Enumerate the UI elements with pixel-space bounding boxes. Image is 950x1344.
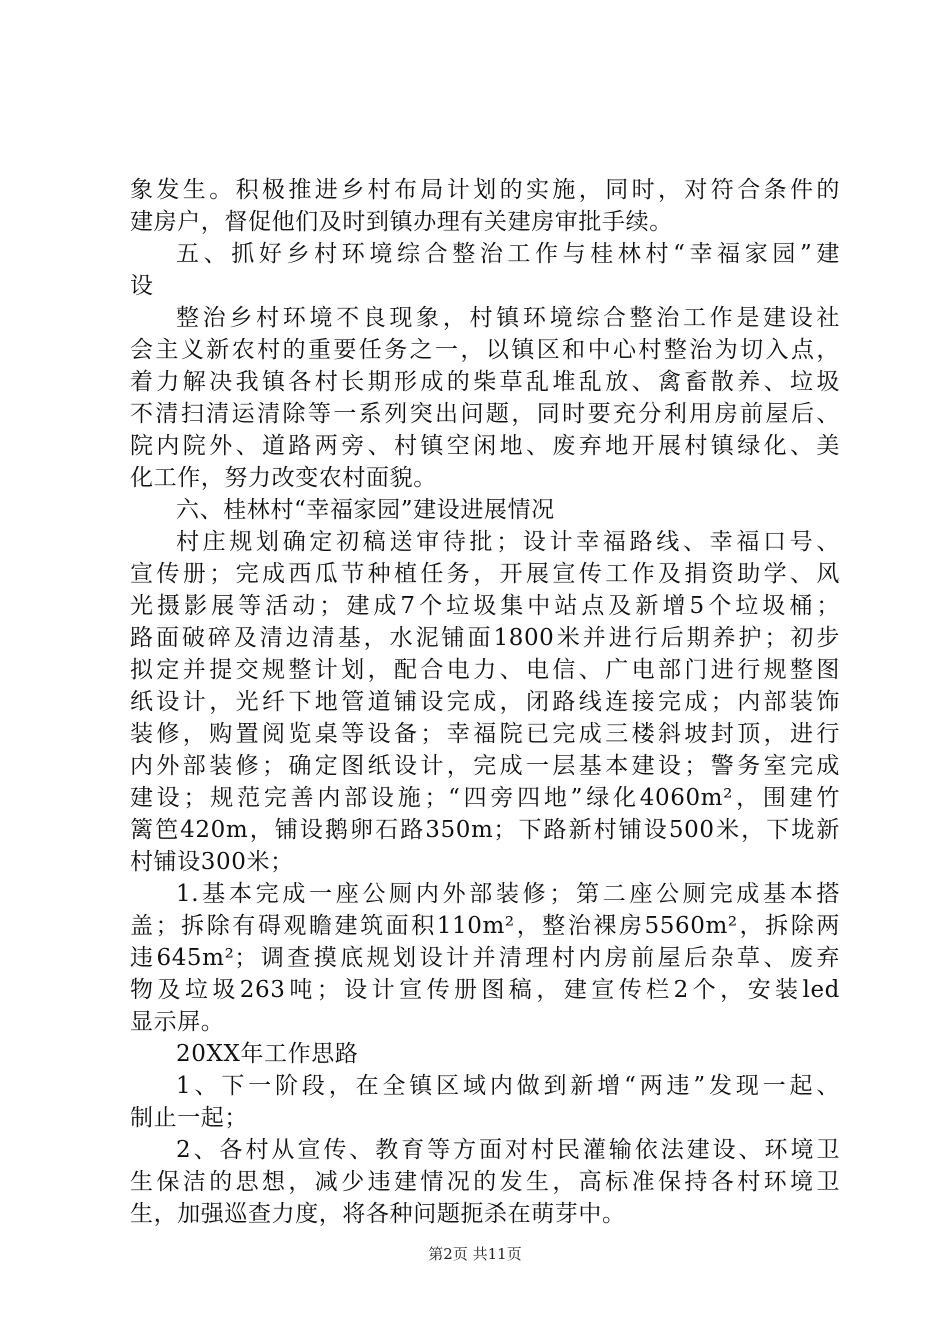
text-line: 村铺设300米； xyxy=(130,849,294,875)
text-line: 生，加强巡查力度，将各种问题扼杀在萌芽中。 xyxy=(130,1201,626,1227)
section-heading-work-plan: 20XX年工作思路 xyxy=(176,1041,359,1067)
text-line: 物及垃圾263吨；设计宣传册图稿，建宣传栏2个，安装led xyxy=(130,977,840,1003)
text-line: 建设；规范完善内部设施；“四旁四地”绿化4060m²，围建竹 xyxy=(130,785,840,811)
text-line: 1.基本完成一座公厕内外部装修；第二座公厕完成基本搭 xyxy=(176,881,840,907)
text-line: 显示屏。 xyxy=(130,1009,225,1035)
text-line: 2、各村从宣传、教育等方面对村民灌输依法建设、环境卫 xyxy=(176,1137,840,1163)
section-heading-5: 五、抓好乡村环境综合整治工作与桂林村“幸福家园”建 xyxy=(176,241,840,267)
text-line: 象发生。积极推进乡村布局计划的实施，同时，对符合条件的 xyxy=(130,177,840,203)
text-line: 会主义新农村的重要任务之一，以镇区和中心村整治为切入点， xyxy=(130,337,840,363)
text-line: 建房户，督促他们及时到镇办理有关建房审批手续。 xyxy=(130,209,673,235)
text-line: 1、下一阶段，在全镇区域内做到新增“两违”发现一起、 xyxy=(176,1073,840,1099)
text-line: 化工作，努力改变农村面貌。 xyxy=(130,465,437,491)
text-line: 着力解决我镇各村长期形成的柴草乱堆乱放、禽畜散养、垃圾 xyxy=(130,369,840,395)
text-line: 宣传册；完成西瓜节种植任务，开展宣传工作及捐资助学、风 xyxy=(130,561,840,587)
document-body xyxy=(130,174,840,1230)
text-line: 村庄规划确定初稿送审待批；设计幸福路线、幸福口号、 xyxy=(176,529,840,555)
page-number-footer: 第2页 共11页 xyxy=(428,1245,522,1263)
section-heading-5-continued: 设 xyxy=(130,273,154,299)
text-line: 装修，购置阅览桌等设备；幸福院已完成三楼斜坡封顶，进行 xyxy=(130,721,840,747)
text-line: 拟定并提交规整计划，配合电力、电信、广电部门进行规整图 xyxy=(130,657,840,683)
text-line: 纸设计，光纤下地管道铺设完成，闭路线连接完成；内部装饰 xyxy=(130,689,840,715)
text-line: 光摄影展等活动；建成7个垃圾集中站点及新增5个垃圾桶； xyxy=(130,593,840,619)
text-line: 内外部装修；确定图纸设计，完成一层基本建设；警务室完成 xyxy=(130,753,840,779)
text-line: 生保洁的思想，减少违建情况的发生，高标准保持各村环境卫 xyxy=(130,1169,840,1195)
text-line: 整治乡村环境不良现象，村镇环境综合整治工作是建设社 xyxy=(176,305,840,331)
text-line: 路面破碎及清边清基，水泥铺面1800米并进行后期养护；初步 xyxy=(130,625,840,651)
text-line: 篱笆420m，铺设鹅卵石路350m；下路新村铺设500米，下垅新 xyxy=(130,817,840,843)
text-line: 违645m²；调查摸底规划设计并清理村内房前屋后杂草、废弃 xyxy=(130,945,840,971)
text-line: 制止一起； xyxy=(130,1105,248,1131)
text-line: 院内院外、道路两旁、村镇空闲地、废弃地开展村镇绿化、美 xyxy=(130,433,840,459)
text-line: 盖；拆除有碍观瞻建筑面积110m²，整治裸房5560m²，拆除两 xyxy=(130,913,840,939)
text-line: 不清扫清运清除等一系列突出问题，同时要充分利用房前屋后、 xyxy=(130,401,840,427)
section-heading-6: 六、桂林村“幸福家园”建设进展情况 xyxy=(176,497,555,523)
